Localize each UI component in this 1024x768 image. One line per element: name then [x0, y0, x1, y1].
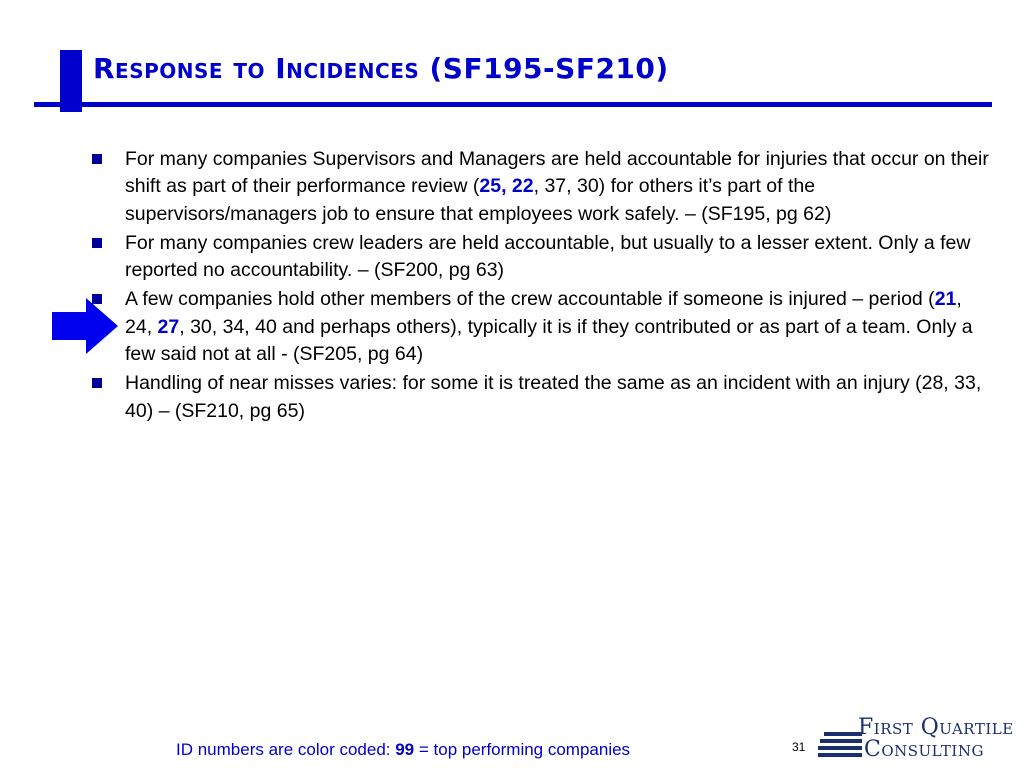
slide-title: Response to Incidences (SF195-SF210) [93, 52, 669, 85]
bullet-text: Handling of near misses varies: for some it is treated the same as an incident with an injury (28, 33, 40) – (SF210, pg 65) [125, 372, 982, 422]
bullet-list [90, 146, 990, 427]
square-bullet-icon [92, 294, 102, 304]
bullet-item [90, 146, 990, 228]
square-bullet-icon [92, 154, 102, 164]
square-bullet-icon [92, 378, 102, 388]
bullet-text: A few companies hold other members of the crew accountable if someone is injured – period (21, 24, 27, 30, 34, 40 and perhaps others), typically it is if they contributed or as part of a team. Only a few said not at all - (SF205, pg 64) [125, 288, 973, 366]
square-bullet-icon [92, 238, 102, 248]
bullet-item [90, 230, 990, 285]
bullet-item [90, 286, 990, 368]
bullet-text: For many companies crew leaders are held accountable, but usually to a lesser extent. Only a few reported no accountability. – (SF200, pg 63) [125, 231, 971, 282]
footer-legend: ID numbers are color coded: 99 = top performing companies [176, 740, 631, 759]
bullet-text: For many companies Supervisors and Managers are held accountable for injuries that occur on their shift as part of their performance review (25, 22, 37, 30) for others it’s part of the supervisors/managers job to ensure that employees work safely. – (SF195, pg 62) [125, 148, 989, 225]
page-number: 31 [792, 740, 806, 754]
title-underline [34, 102, 992, 107]
logo-text-line1: First Quartile [858, 715, 1014, 740]
company-logo [818, 715, 1022, 763]
bullet-item [90, 370, 990, 425]
logo-text-line2: Consulting [864, 737, 984, 762]
